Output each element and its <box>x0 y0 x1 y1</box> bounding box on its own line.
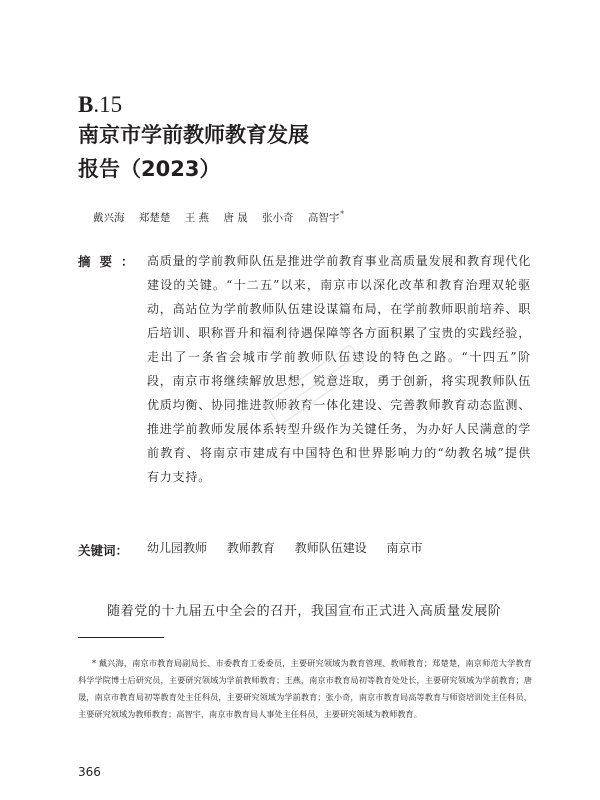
author-name: 高智宇 <box>307 211 340 224</box>
keyword: 幼儿园教师 <box>147 541 208 555</box>
body-paragraph-start: 随着党的十九届五中全会的召开，我国宣布正式进入高质量发展阶 <box>107 604 502 619</box>
author-name: 郑楚楚 <box>138 211 171 224</box>
report-title-line-2: 报告（2023） <box>78 157 221 181</box>
report-code <box>78 92 122 118</box>
author-footnote: * 戴兴海，南京市教育局副局长、市委教育工委委员，主要研究领域为教育管理、教师教育；郑楚楚，南京师范大学教育科学学院博士后研究员，主要研究领域为学前教师教育；王燕，南京市教育局初等教育处处长，主要研究领域为学前教育；唐晟，南京市教育局初等教育处主任科员，主要研究领域为学前教育；张小奇，南京市教育局高等教育与师资培训处主任科员，主要研究领域为教师教育；高智宇，南京市教育局人事处主任科员，主要研究领域为教师教育。 <box>78 658 532 719</box>
keyword: 教师队伍建设 <box>294 541 367 555</box>
keywords-label: 关键词： <box>78 543 129 558</box>
page-number: 366 <box>78 765 101 779</box>
abstract-label: 摘要： <box>78 254 143 269</box>
abstract-text: 高质量的学前教师队伍是推进学前教育事业高质量发展和教育现代化建设的关键。“十二五”以来，南京市以深化改革和教育治理双轮驱动，高站位为学前教师队伍建设谋篇布局，在学前教师职前培养、职后培训、职称晋升和福利待遇保障等各方面积累了宝贵的实践经验，走出了一条省会城市学前教师队伍建设的特色之路。“十四五”阶段，南京市将继续解放思想，锐意进取，勇于创新，将实现教师队伍优质均衡、协同推进教师教育一体化建设、完善教师教育动态监测、推进学前教师发展体系转型升级作为关键任务，为办好人民满意的学前教育、将南京市建成有中国特色和世界影响力的“幼教名城”提供有力支持。 <box>147 254 532 484</box>
report-title-line-1: 南京市学前教师教育发展 <box>78 123 309 147</box>
author-list <box>93 207 344 225</box>
keyword: 南京市 <box>386 541 423 555</box>
report-code-number: .15 <box>93 92 123 117</box>
keyword: 教师教育 <box>226 541 275 555</box>
report-code-letter: B <box>78 92 94 117</box>
author-name-last <box>308 212 344 224</box>
author-name: 唐 晟 <box>223 211 248 224</box>
keyword-list <box>147 540 423 556</box>
author-name: 张小奇 <box>262 211 294 224</box>
author-name: 戴兴海 <box>93 211 125 224</box>
author-name: 王 燕 <box>184 211 210 224</box>
footnote-marker: * <box>340 210 344 218</box>
footnote-divider <box>78 637 164 638</box>
